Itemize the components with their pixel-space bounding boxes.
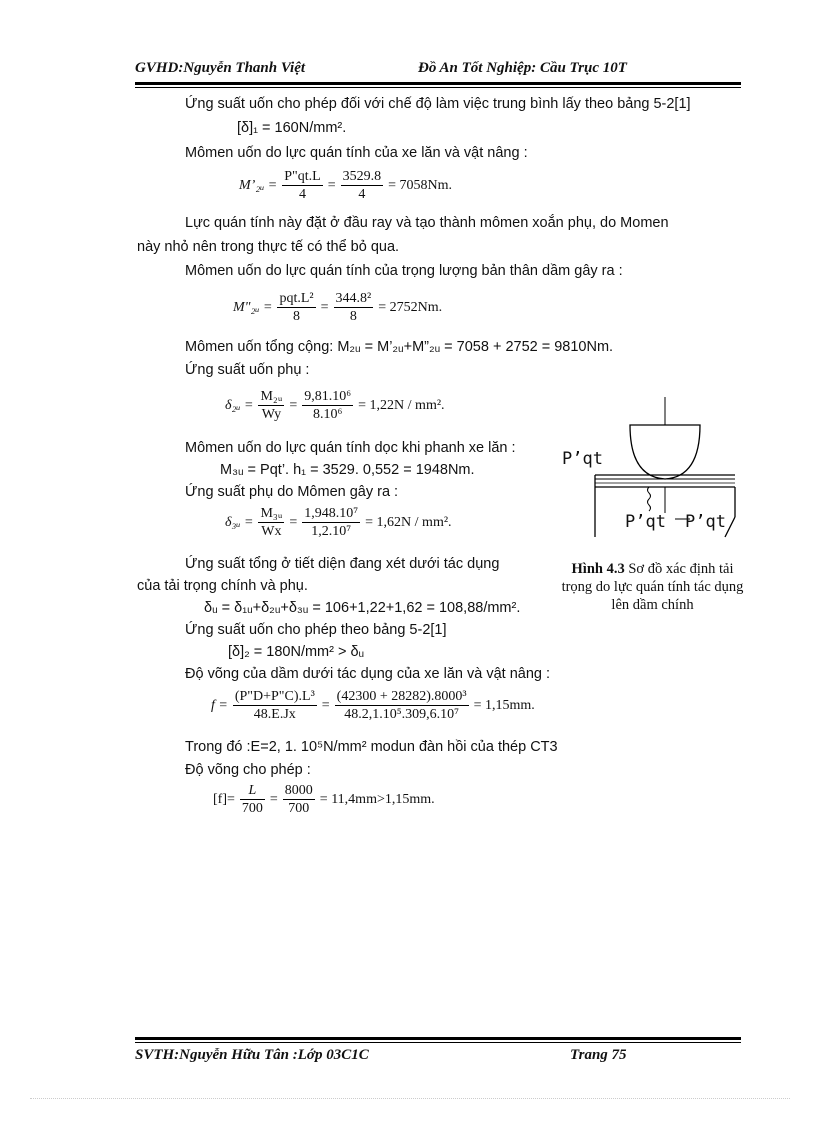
text-line: Mômen uốn do lực quán tính dọc khi phanh xe lăn : (185, 440, 516, 456)
page-number: Trang 75 (570, 1047, 627, 1063)
text-line: Mômen uốn do lực quán tính của trọng lượng bản thân dầm gây ra : (185, 263, 623, 279)
footer-left: SVTH:Nguyễn Hữu Tân :Lớp 03C1C (135, 1047, 369, 1063)
header-rule-thick (135, 82, 741, 85)
figure-caption (560, 560, 745, 614)
text-line: Mômen uốn tổng cộng: M₂ᵤ = M’₂ᵤ+M”₂ᵤ = 7058 + 2752 = 9810Nm. (185, 339, 614, 355)
equation-e3: δ₂ᵤ = $\frac{\text{M₂ᵤ}}{Wy}$ = $\frac{\text{9,81.10⁶}}{\text{8.10⁶}}$ = 1,22N / mm². (225, 389, 445, 422)
spring-symbol (648, 487, 651, 511)
footer-rule-thin (135, 1042, 741, 1043)
figure-label-right: P’qt (685, 512, 726, 532)
text-line: Độ võng cho phép : (185, 762, 311, 778)
header-left: GVHD:Nguyễn Thanh Việt (135, 60, 306, 76)
equation-e1: M’₂ᵤ = $\frac{P"qt.L}{4}$ = $\frac{3529.8}{4}$ = 7058Nm. (239, 169, 453, 202)
trolley-wheel (630, 425, 700, 479)
figure-caption-text: Sơ đồ xác định tải trọng do lực quán tính tác dụng lên dầm chính (561, 561, 744, 613)
page-edge-divider (30, 1098, 790, 1099)
equation-e6: [f]= $\frac{L}{700}$ = $\frac{8000}{700}$ = 11,4mm>1,15mm. (213, 783, 435, 816)
text-line: của tải trọng chính và phụ. (137, 578, 308, 594)
text-line: Ứng suất uốn cho phép theo bảng 5-2[1] (185, 622, 447, 638)
figure-label-top: P’qt (562, 449, 603, 469)
text-line: M₃ᵤ = Pqt’. h₁ = 3529. 0,552 = 1948Nm. (220, 462, 475, 478)
text-line: Trong đó :E=2, 1. 10⁵N/mm² modun đàn hồi của thép CT3 (185, 739, 558, 755)
equation-e2: M"₂ᵤ = $\frac{\text{pqt.L²}}{8}$ = $\frac{\text{344.8²}}{8}$ = 2752Nm. (233, 291, 443, 324)
text-line: δᵤ = δ₁ᵤ+δ₂ᵤ+δ₃ᵤ = 106+1,22+1,62 = 108,88/mm². (204, 600, 521, 616)
text-line: Ứng suất uốn cho phép đối với chế độ làm việc trung bình lấy theo bảng 5-2[1] (185, 96, 691, 112)
text-line: Độ võng của dầm dưới tác dụng của xe lăn và vật nâng : (185, 666, 551, 682)
figure-label-mid: P’qt (625, 512, 666, 532)
figure-caption-number: Hình 4.3 (571, 561, 625, 577)
text-line: Lực quán tính này đặt ở đầu ray và tạo thành mômen xoắn phụ, do Momen (185, 215, 669, 231)
text-line: [δ]₁ = 160N/mm². (237, 120, 347, 136)
header-right: Đồ An Tốt Nghiệp: Cầu Trục 10T (418, 60, 627, 76)
equation-e5: f = $\frac{\text{(P"D+P"C).L³}}{48.E.Jx}$ = $\frac{\text{(42300 + 28282).8000³}}{\text{48.2,1.10⁵.309,6.10⁷}}$ = 1,15mm. (211, 689, 535, 722)
text-line: Ứng suất phụ do Mômen gây ra : (185, 484, 399, 500)
text-line: này nhỏ nên trong thực tế có thể bỏ qua. (137, 239, 400, 255)
text-line: Ứng suất tổng ở tiết diện đang xét dưới tác dụng (185, 556, 500, 572)
text-line: Mômen uốn do lực quán tính của xe lăn và vật nâng : (185, 145, 528, 161)
text-line: Ứng suất uốn phụ : (185, 362, 310, 378)
text-line: [δ]₂ = 180N/mm² > δᵤ (228, 644, 365, 660)
footer-rule-thick (135, 1037, 741, 1040)
equation-e4: δ₃ᵤ = $\frac{\text{M₃ᵤ}}{Wx}$ = $\frac{\text{1,948.10⁷}}{\text{1,2.10⁷}}$ = 1,62N / mm². (225, 506, 452, 539)
header-rule-thin (135, 87, 741, 88)
